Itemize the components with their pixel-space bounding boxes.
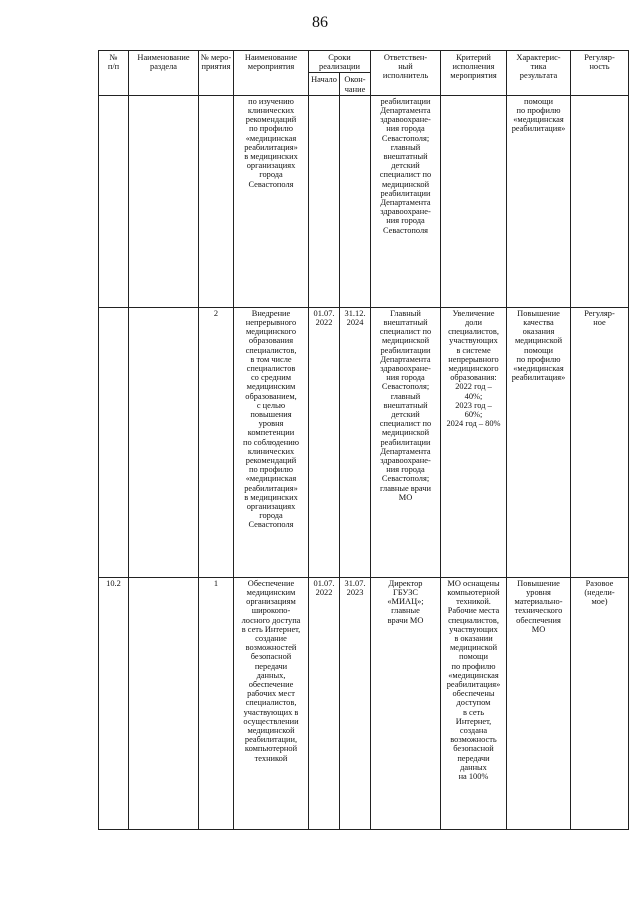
header-criterion: Критерий исполнения мероприятия	[441, 51, 507, 96]
header-result: Характерис- тика результата	[507, 51, 571, 96]
cell-result: помощи по профилю «медицинская реабилитация»	[507, 95, 571, 307]
header-terms: Сроки реализации	[309, 51, 371, 73]
cell-start: 01.07. 2022	[309, 577, 340, 829]
cell-section	[129, 577, 199, 829]
cell-executor: Директор ГБУЗС «МИАЦ»; главные врачи МО	[371, 577, 441, 829]
cell-event-num: 1	[199, 577, 234, 829]
measures-table	[98, 50, 629, 830]
header-start: Начало	[309, 73, 340, 95]
cell-regularity: Регуляр- ное	[571, 307, 629, 577]
cell-regularity: Разовое (недели- мое)	[571, 577, 629, 829]
header-event-name: Наименование мероприятия	[234, 51, 309, 96]
header-executor: Ответствен- ный исполнитель	[371, 51, 441, 96]
cell-event-name: по изучению клинических рекомендаций по профилю «медицинская реабилитация» в медицинских организациях города Севастополя	[234, 95, 309, 307]
cell-executor: реабилитации Департамента здравоохране- ния города Севастополя; главный внештатный детский специалист по медицинской реабилитации Департамента здравоохране- ния города Севастополя	[371, 95, 441, 307]
cell-section	[129, 95, 199, 307]
table-header-row	[99, 51, 629, 73]
table-row	[99, 577, 629, 829]
cell-event-num	[199, 95, 234, 307]
cell-event-name: Внедрение непрерывного медицинского образования специалистов, в том числе специалистов со средним медицинским образованием, с целью повышения уровня компетенции по соблюдению клинических рекомендаций по профилю «медицинская реабилитация» в медицинских организациях города Севастополя	[234, 307, 309, 577]
table-row	[99, 307, 629, 577]
cell-criterion	[441, 95, 507, 307]
cell-result: Повышение качества оказания медицинской помощи по профилю «медицинская реабилитация»	[507, 307, 571, 577]
cell-executor: Главный внештатный специалист по медицинской реабилитации Департамента здравоохране- ния города Севастополя; главный внештатный детский специалист по медицинской реабилитации Департамента здравоохране- ния города Севастополя; главные врачи МО	[371, 307, 441, 577]
header-regularity: Регуляр- ность	[571, 51, 629, 96]
cell-event-num: 2	[199, 307, 234, 577]
cell-end: 31.12. 2024	[340, 307, 371, 577]
cell-event-name: Обеспечение медицинским организациям широкопо- лосного доступа в сеть Интернет, создание возможностей безопасной передачи данных, обеспечение рабочих мест специалистов, участвующих в осуществлении медицинской реабилитации, компьютерной техникой	[234, 577, 309, 829]
cell-start	[309, 95, 340, 307]
cell-start: 01.07. 2022	[309, 307, 340, 577]
cell-criterion: МО оснащены компьютерной техникой. Рабочие места специалистов, участвующих в оказании медицинской помощи по профилю «медицинская реабилитация» обеспечены доступом в сеть Интернет, создана возможность безопасной передачи данных на 100%	[441, 577, 507, 829]
cell-criterion: Увеличение доли специалистов, участвующих в системе непрерывного медицинского образования: 2022 год – 40%; 2023 год – 60%; 2024 год – 80%	[441, 307, 507, 577]
header-num: № п/п	[99, 51, 129, 96]
page-number: 86	[312, 14, 328, 31]
cell-result: Повышение уровня материально- технического обеспечения МО	[507, 577, 571, 829]
cell-regularity	[571, 95, 629, 307]
cell-end: 31.07. 2023	[340, 577, 371, 829]
table-row	[99, 95, 629, 307]
cell-section	[129, 307, 199, 577]
header-event-num: № меро- приятия	[199, 51, 234, 96]
cell-num	[99, 307, 129, 577]
header-section: Наименование раздела	[129, 51, 199, 96]
header-end: Окон- чание	[340, 73, 371, 95]
cell-num	[99, 95, 129, 307]
cell-end	[340, 95, 371, 307]
cell-num: 10.2	[99, 577, 129, 829]
